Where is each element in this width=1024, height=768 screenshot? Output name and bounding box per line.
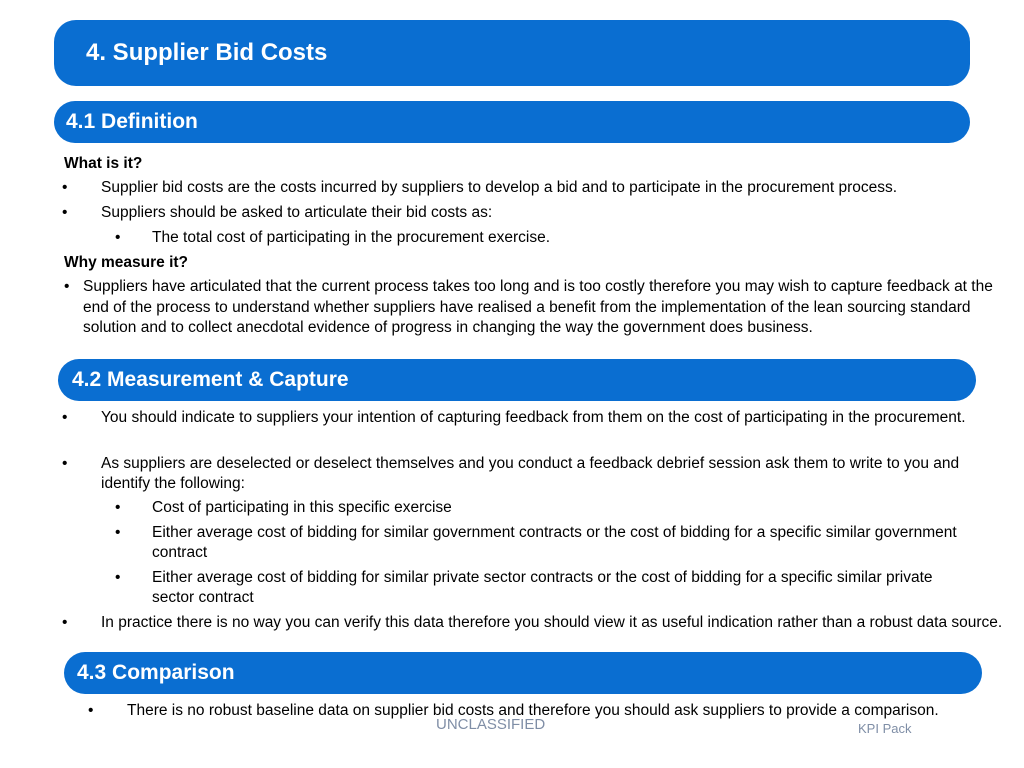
measurement-subitem: Cost of participating in this specific exercise (152, 499, 452, 516)
definition-subitem: The total cost of participating in the procurement exercise. (152, 229, 551, 246)
classification-label: UNCLASSIFIED (436, 716, 546, 733)
bullet-icon: • (88, 702, 94, 719)
bullet-icon: • (62, 409, 68, 426)
measurement-subitem: Either average cost of bidding for similar government contracts or the cost of bidding for a specific similar government contract (152, 524, 957, 561)
why-measure-label: Why measure it? (64, 254, 189, 271)
bullet-icon: • (62, 455, 68, 472)
measurement-item: You should indicate to suppliers your intention of capturing feedback from them on the cost of participating in the procurement. (101, 409, 966, 426)
bullet-icon: • (115, 499, 121, 516)
measurement-item: As suppliers are deselected or deselect themselves and you conduct a feedback debrief session ask them to write to you and identify the following: (101, 455, 960, 492)
page-title: 4. Supplier Bid Costs (54, 20, 970, 86)
bullet-icon: • (115, 569, 121, 586)
measurement-item: In practice there is no way you can verify this data therefore you should view it as useful indication rather than a robust data source. (101, 614, 1003, 631)
definition-item: Suppliers should be asked to articulate their bid costs as: (101, 204, 493, 221)
bullet-icon: • (115, 524, 121, 541)
measurement-subitem: Either average cost of bidding for similar private sector contracts or the cost of bidding for a specific similar private sector contract (152, 569, 933, 606)
section-heading-definition: 4.1 Definition (54, 101, 970, 143)
definition-item: Supplier bid costs are the costs incurred by suppliers to develop a bid and to participate in the procurement process. (101, 179, 898, 196)
bullet-icon: • (62, 614, 68, 631)
section-heading-comparison: 4.3 Comparison (64, 652, 982, 694)
comparison-item: There is no robust baseline data on supplier bid costs and therefore you should ask suppliers to provide a comparison. (127, 702, 939, 719)
what-is-it-label: What is it? (64, 155, 143, 172)
bullet-icon: • (64, 278, 70, 295)
bullet-icon: • (62, 179, 68, 196)
footer-pack-label: KPI Pack (858, 721, 912, 736)
why-measure-item: Suppliers have articulated that the current process takes too long and is too costly therefore you may wish to capture feedback at the end of the process to understand whether suppliers have realised a benefit from the implementation of the lean sourcing standard solution and to collect anecdotal evidence of progress in changing the way the government does business. (83, 278, 993, 336)
section-heading-measurement: 4.2 Measurement & Capture (58, 359, 976, 401)
bullet-icon: • (62, 204, 68, 221)
bullet-icon: • (115, 229, 121, 246)
